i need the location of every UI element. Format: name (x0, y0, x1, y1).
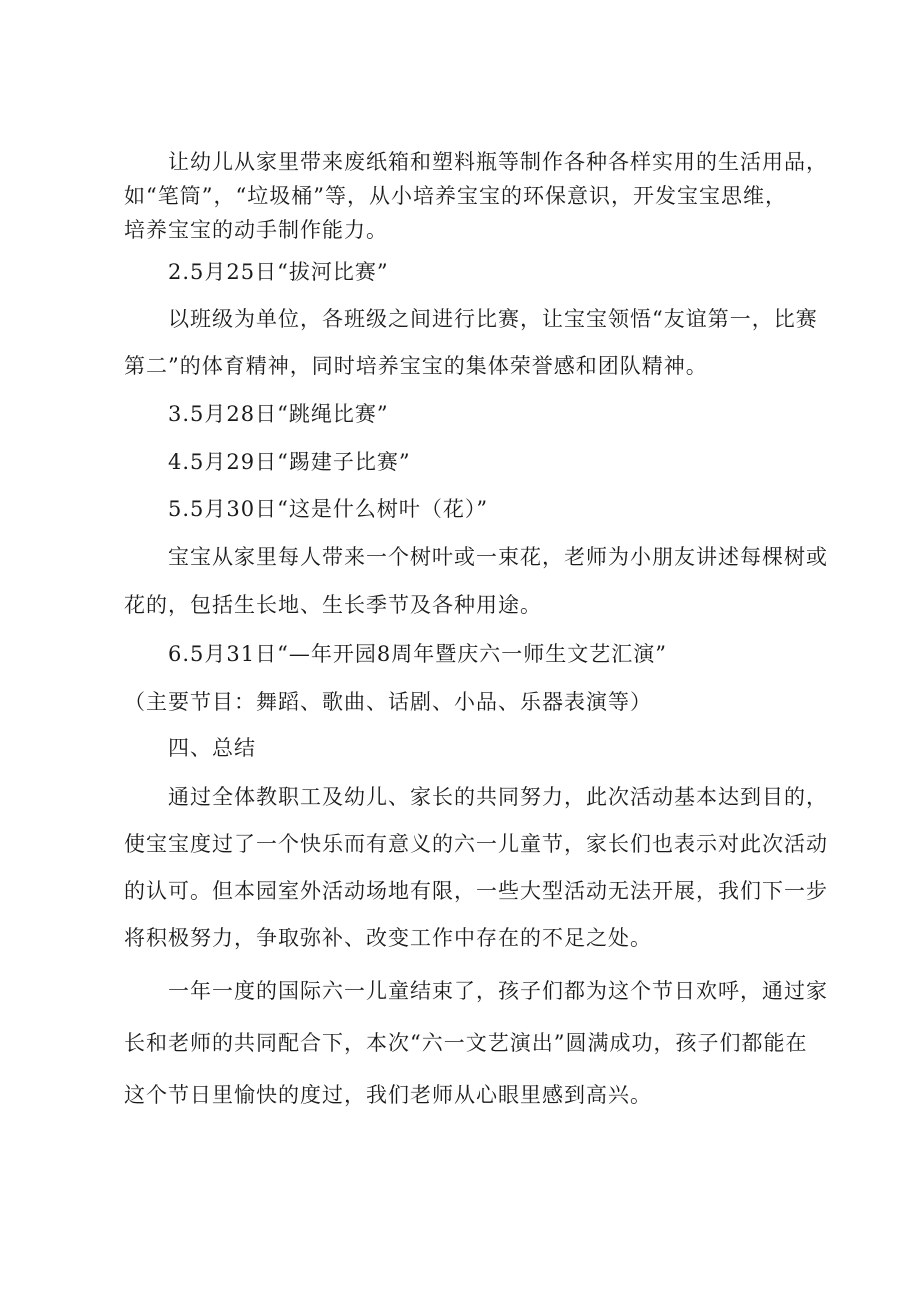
item-heading-jump-rope: 3.5月28日“跳绳比赛” (168, 402, 389, 426)
text-line: 如“笔筒”，“垃圾桶”等，从小培养宝宝的环保意识，开发宝宝思维， (124, 184, 787, 208)
text-line: （主要节目：舞蹈、歌曲、话剧、小品、乐器表演等） (124, 690, 652, 714)
item-heading-leaves: 5.5月30日“这是什么树叶（花）” (168, 497, 489, 521)
item-heading-shuttlecock: 4.5月29日“踢建子比赛” (168, 450, 411, 474)
text-line: 使宝宝度过了一个快乐而有意义的六一儿童节，家长们也表示对此次活动 (124, 832, 828, 856)
text-line: 培养宝宝的动手制作能力。 (124, 218, 388, 242)
text-line: 一年一度的国际六一儿童结束了，孩子们都为这个节日欢呼，通过家 (168, 979, 828, 1003)
text-line: 的认可。但本园室外活动场地有限，一些大型活动无法开展，我们下一步 (124, 879, 828, 903)
text-line: 这个节日里愉快的度过，我们老师从心眼里感到高兴。 (124, 1083, 652, 1107)
text-line: 6.5月31日“—年开园8周年暨庆六一师生文艺汇演” (168, 642, 667, 666)
section-heading-summary: 四、总结 (168, 736, 256, 760)
text-line: 以班级为单位，各班级之间进行比赛，让宝宝领悟“友谊第一，比赛 (168, 307, 818, 331)
text-line: 宝宝从家里每人带来一个树叶或一束花，老师为小朋友讲述每棵树或 (168, 545, 828, 569)
text-line: 通过全体教职工及幼儿、家长的共同努力，此次活动基本达到目的， (168, 785, 828, 809)
text-line: 将积极努力，争取弥补、改变工作中存在的不足之处。 (124, 926, 652, 950)
item-heading-tug-of-war: 2.5月25日“拔河比赛” (168, 260, 389, 284)
text-line: 花的，包括生长地、生长季节及各种用途。 (124, 593, 542, 617)
text-line: 第二”的体育精神，同时培养宝宝的集体荣誉感和团队精神。 (124, 354, 708, 378)
text-line: 让幼儿从家里带来废纸箱和塑料瓶等制作各种各样实用的生活用品， (168, 150, 828, 174)
text-line: 长和老师的共同配合下，本次“六一文艺演出”圆满成功，孩子们都能在 (124, 1031, 808, 1055)
